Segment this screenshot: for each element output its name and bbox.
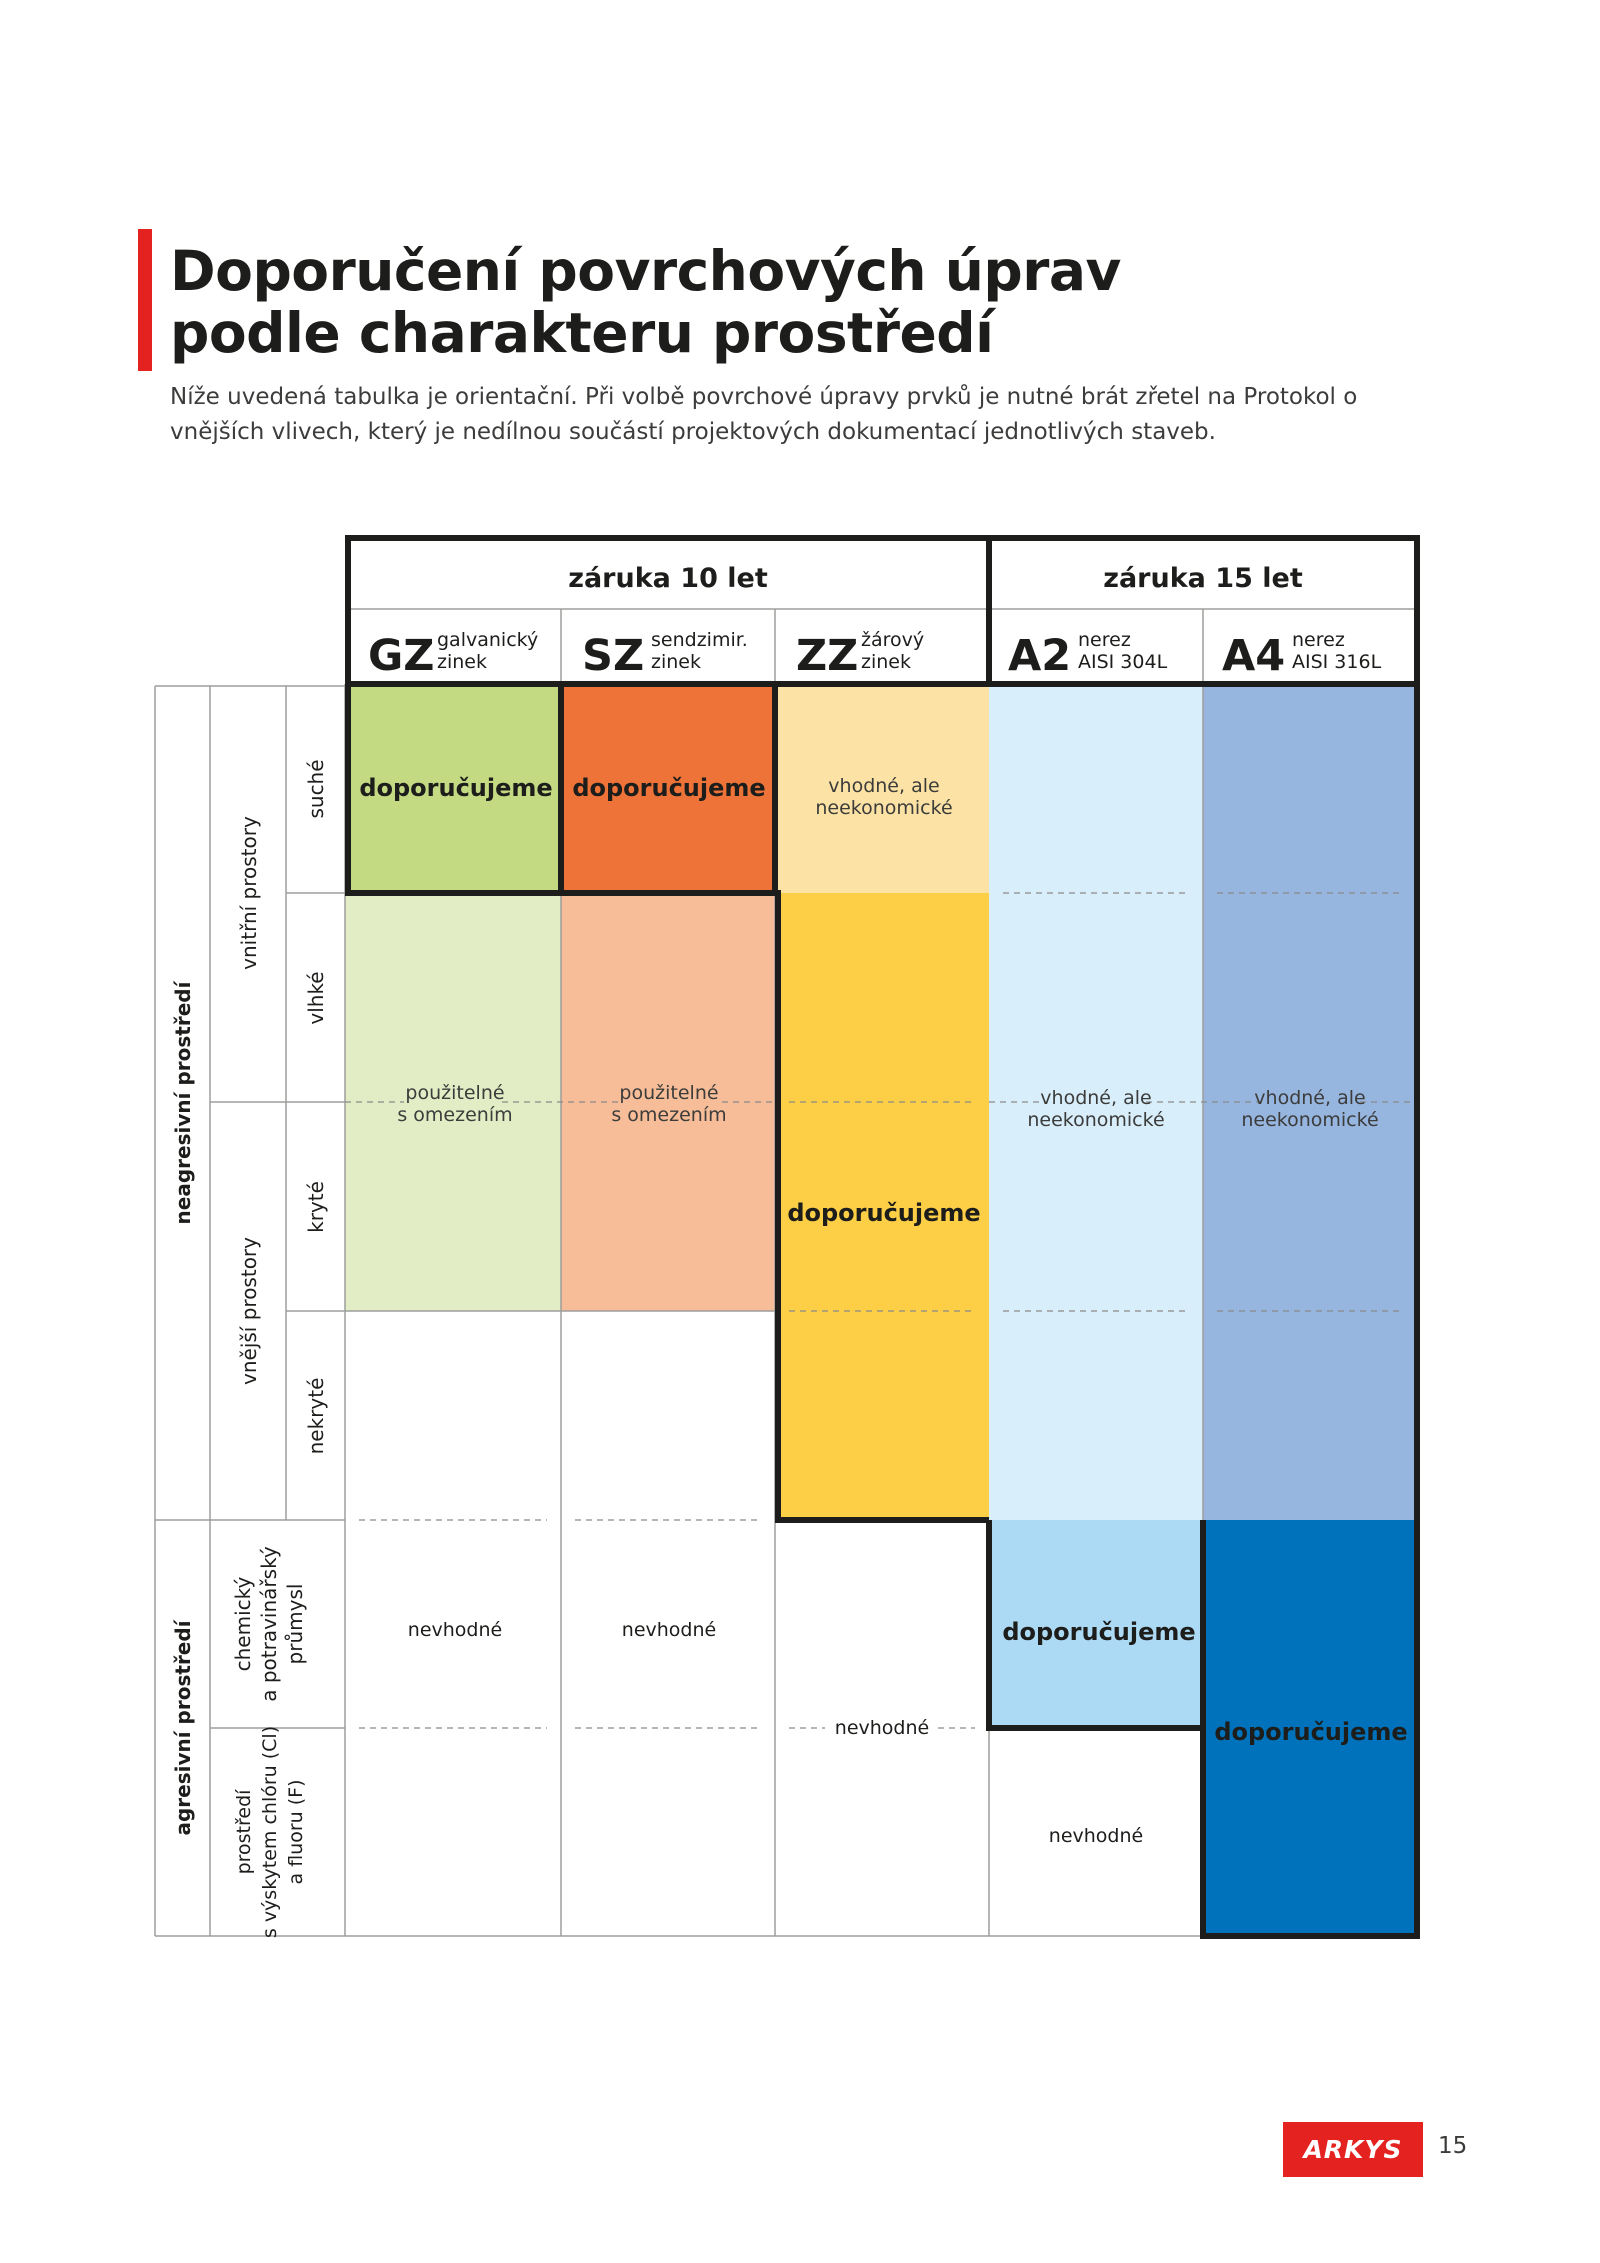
label-sz-limited-1: použitelné	[619, 1082, 719, 1104]
column-desc-a2-1: nerez	[1078, 629, 1131, 651]
column-desc-zz-1: žárový	[861, 629, 925, 651]
column-header-zz	[796, 629, 924, 681]
column-header-a4	[1222, 629, 1382, 681]
page-number: 15	[1438, 2133, 1468, 2159]
column-code-a2: A2	[1008, 631, 1072, 681]
column-code-a4: A4	[1222, 631, 1286, 681]
column-desc-sz-1: sendzimir.	[651, 629, 748, 651]
label-sz-recommended: doporučujeme	[572, 774, 766, 802]
label-zz-suitable-1: vhodné, ale	[828, 775, 940, 797]
column-desc-a2-2: AISI 304L	[1078, 651, 1168, 673]
column-desc-a4-2: AISI 316L	[1292, 651, 1382, 673]
arkys-logo	[1283, 2122, 1423, 2177]
group-header-15-years: záruka 15 let	[1103, 563, 1303, 594]
column-desc-gz-1: galvanický	[437, 629, 539, 651]
column-header-gz	[368, 629, 538, 681]
label-gz-recommended: doporučujeme	[359, 774, 553, 802]
label-a2-unsuitable: nevhodné	[1048, 1825, 1144, 1847]
column-header-a2	[1008, 629, 1168, 681]
page-title-line1: Doporučení povrchových úprav	[170, 239, 1121, 303]
label-a4-suitable-1: vhodné, ale	[1254, 1087, 1366, 1109]
row-label-chemical-1: chemický	[231, 1576, 255, 1672]
column-desc-zz-2: zinek	[861, 651, 911, 673]
label-sz-limited-2: s omezením	[611, 1104, 727, 1126]
row-label-chemical-3: průmysl	[283, 1583, 307, 1665]
column-header-sz	[582, 629, 748, 681]
row-label-chlorine-2: s výskytem chlóru (Cl)	[259, 1725, 281, 1939]
group-header-10-years: záruka 10 let	[568, 563, 768, 594]
label-a2-suitable-2: neekonomické	[1027, 1109, 1165, 1131]
column-code-gz: GZ	[368, 631, 435, 681]
label-a2-suitable-1: vhodné, ale	[1040, 1087, 1152, 1109]
row-label-indoor: vnitřní prostory	[237, 816, 261, 970]
arkys-logo-text: ARKYS	[1303, 2135, 1403, 2164]
row-label-humid: vlhké	[304, 971, 328, 1025]
column-code-zz: ZZ	[796, 631, 859, 681]
intro-paragraph: Níže uvedená tabulka je orientační. Při volbě povrchové úpravy prvků je nutné brát zřetel na Protokol o vnějších vlivech, který je nedílnou součástí projektových dokumentací jednotlivých staveb.	[170, 384, 1358, 445]
row-label-uncovered: nekryté	[304, 1377, 328, 1455]
row-label-dry: suché	[304, 759, 328, 819]
label-gz-unsuitable: nevhodné	[407, 1619, 503, 1641]
page-title-line2: podle charakteru prostředí	[170, 301, 994, 365]
label-zz-suitable-2: neekonomické	[815, 797, 953, 819]
row-label-chlorine-1: prostředí	[233, 1789, 255, 1875]
label-a4-recommended: doporučujeme	[1214, 1718, 1408, 1746]
column-desc-gz-2: zinek	[437, 651, 487, 673]
row-label-chlorine-3: a fluoru (F)	[285, 1779, 307, 1885]
row-label-chemical-2: a potravinářský	[257, 1546, 281, 1702]
row-label-chemical	[231, 1546, 307, 1702]
cell-fills	[345, 684, 1417, 1936]
column-desc-a4-1: nerez	[1292, 629, 1345, 651]
label-gz-limited-1: použitelné	[405, 1082, 505, 1104]
label-a4-suitable-2: neekonomické	[1241, 1109, 1379, 1131]
row-label-outdoor: vnější prostory	[237, 1237, 261, 1385]
label-gz-limited-2: s omezením	[397, 1104, 513, 1126]
row-label-aggressive: agresivní prostředí	[171, 1620, 195, 1836]
row-label-covered: kryté	[304, 1181, 328, 1233]
row-label-nonaggressive: neagresivní prostředí	[171, 981, 195, 1225]
label-sz-unsuitable: nevhodné	[621, 1619, 717, 1641]
label-a2-recommended: doporučujeme	[1002, 1618, 1196, 1646]
label-zz-recommended: doporučujeme	[787, 1199, 981, 1227]
label-zz-unsuitable: nevhodné	[834, 1717, 930, 1739]
column-desc-sz-2: zinek	[651, 651, 701, 673]
row-label-chlorine	[233, 1726, 307, 1938]
column-code-sz: SZ	[582, 631, 645, 681]
